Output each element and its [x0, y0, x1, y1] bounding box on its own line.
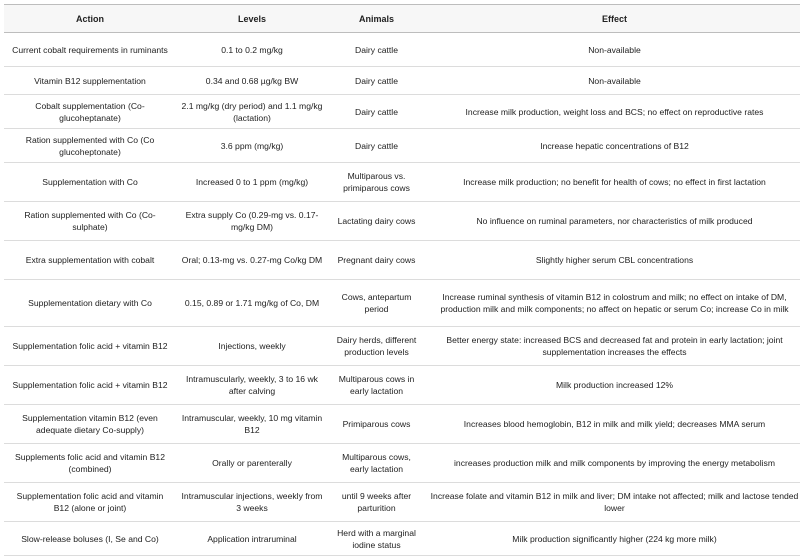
- cell-animals: Dairy herds, different production levels: [328, 327, 425, 366]
- cell-levels: 0.1 to 0.2 mg/kg: [176, 33, 328, 67]
- cell-animals: Cows, antepartum period: [328, 280, 425, 327]
- cell-effect: Increase hepatic concentrations of B12: [425, 129, 800, 163]
- table-row: [4, 67, 800, 95]
- table-container: [4, 4, 799, 556]
- cell-animals: Multiparous cows in early lactation: [328, 366, 425, 405]
- table-row: [4, 444, 800, 483]
- cobalt-b12-supplementation-table: [4, 4, 800, 556]
- cell-action: Ration supplemented with Co (Co glucoheptonate): [4, 129, 176, 163]
- cell-animals: Pregnant dairy cows: [328, 241, 425, 280]
- cell-levels: Injections, weekly: [176, 327, 328, 366]
- header-action: Action: [4, 5, 176, 33]
- cell-animals: Herd with a marginal iodine status: [328, 522, 425, 556]
- header-effect: Effect: [425, 5, 800, 33]
- header-levels: Levels: [176, 5, 328, 33]
- table-row: [4, 280, 800, 327]
- cell-action: Current cobalt requirements in ruminants: [4, 33, 176, 67]
- cell-levels: Orally or parenterally: [176, 444, 328, 483]
- cell-effect: increases production milk and milk components by improving the energy metabolism: [425, 444, 800, 483]
- table-row: [4, 327, 800, 366]
- table-row: [4, 95, 800, 129]
- table-row: [4, 405, 800, 444]
- cell-action: Supplementation vitamin B12 (even adequate dietary Co-supply): [4, 405, 176, 444]
- cell-animals: Dairy cattle: [328, 33, 425, 67]
- table-row: [4, 163, 800, 202]
- cell-action: Supplementation folic acid + vitamin B12: [4, 366, 176, 405]
- cell-levels: Increased 0 to 1 ppm (mg/kg): [176, 163, 328, 202]
- cell-effect: Milk production increased 12%: [425, 366, 800, 405]
- cell-animals: Lactating dairy cows: [328, 202, 425, 241]
- cell-animals: Dairy cattle: [328, 67, 425, 95]
- cell-action: Ration supplemented with Co (Co-sulphate): [4, 202, 176, 241]
- table-row: [4, 483, 800, 522]
- table-row: [4, 241, 800, 280]
- cell-action: Extra supplementation with cobalt: [4, 241, 176, 280]
- cell-effect: Milk production significantly higher (224 kg more milk): [425, 522, 800, 556]
- cell-levels: 2.1 mg/kg (dry period) and 1.1 mg/kg (lactation): [176, 95, 328, 129]
- cell-animals: until 9 weeks after parturition: [328, 483, 425, 522]
- table-row: [4, 33, 800, 67]
- cell-animals: Primiparous cows: [328, 405, 425, 444]
- cell-effect: No influence on ruminal parameters, nor characteristics of milk produced: [425, 202, 800, 241]
- cell-effect: Increase folate and vitamin B12 in milk and liver; DM intake not affected; milk and lactose tended lower: [425, 483, 800, 522]
- cell-levels: Oral; 0.13-mg vs. 0.27-mg Co/kg DM: [176, 241, 328, 280]
- cell-levels: Extra supply Co (0.29-mg vs. 0.17-mg/kg DM): [176, 202, 328, 241]
- cell-levels: 0.34 and 0.68 µg/kg BW: [176, 67, 328, 95]
- cell-effect: Increase ruminal synthesis of vitamin B12 in colostrum and milk; no effect on intake of DM, production milk and milk components; no affect on hepatic or serum Co; increase Co in milk: [425, 280, 800, 327]
- cell-levels: 0.15, 0.89 or 1.71 mg/kg of Co, DM: [176, 280, 328, 327]
- table-row: [4, 129, 800, 163]
- cell-effect: Increases blood hemoglobin, B12 in milk and milk yield; decreases MMA serum: [425, 405, 800, 444]
- cell-action: Supplementation folic acid + vitamin B12: [4, 327, 176, 366]
- cell-effect: Non-available: [425, 67, 800, 95]
- cell-action: Supplements folic acid and vitamin B12 (combined): [4, 444, 176, 483]
- table-row: [4, 522, 800, 556]
- cell-action: Vitamin B12 supplementation: [4, 67, 176, 95]
- cell-levels: Intramuscular, weekly, 10 mg vitamin B12: [176, 405, 328, 444]
- cell-effect: Non-available: [425, 33, 800, 67]
- cell-levels: Intramuscular injections, weekly from 3 weeks: [176, 483, 328, 522]
- header-animals: Animals: [328, 5, 425, 33]
- cell-action: Cobalt supplementation (Co-glucoheptanate): [4, 95, 176, 129]
- cell-animals: Multiparous cows, early lactation: [328, 444, 425, 483]
- table-header-row: [4, 5, 800, 33]
- cell-effect: Increase milk production; no benefit for health of cows; no effect in first lactation: [425, 163, 800, 202]
- cell-effect: Better energy state: increased BCS and decreased fat and protein in early lactation; joint supplementation increases the effects: [425, 327, 800, 366]
- cell-effect: Increase milk production, weight loss and BCS; no effect on reproductive rates: [425, 95, 800, 129]
- cell-animals: Dairy cattle: [328, 95, 425, 129]
- cell-levels: 3.6 ppm (mg/kg): [176, 129, 328, 163]
- cell-animals: Dairy cattle: [328, 129, 425, 163]
- cell-action: Supplementation dietary with Co: [4, 280, 176, 327]
- cell-levels: Application intraruminal: [176, 522, 328, 556]
- cell-levels: Intramuscularly, weekly, 3 to 16 wk after calving: [176, 366, 328, 405]
- cell-action: Supplementation folic acid and vitamin B12 (alone or joint): [4, 483, 176, 522]
- table-row: [4, 202, 800, 241]
- cell-action: Slow-release boluses (I, Se and Co): [4, 522, 176, 556]
- cell-effect: Slightly higher serum CBL concentrations: [425, 241, 800, 280]
- table-row: [4, 366, 800, 405]
- cell-action: Supplementation with Co: [4, 163, 176, 202]
- cell-animals: Multiparous vs. primiparous cows: [328, 163, 425, 202]
